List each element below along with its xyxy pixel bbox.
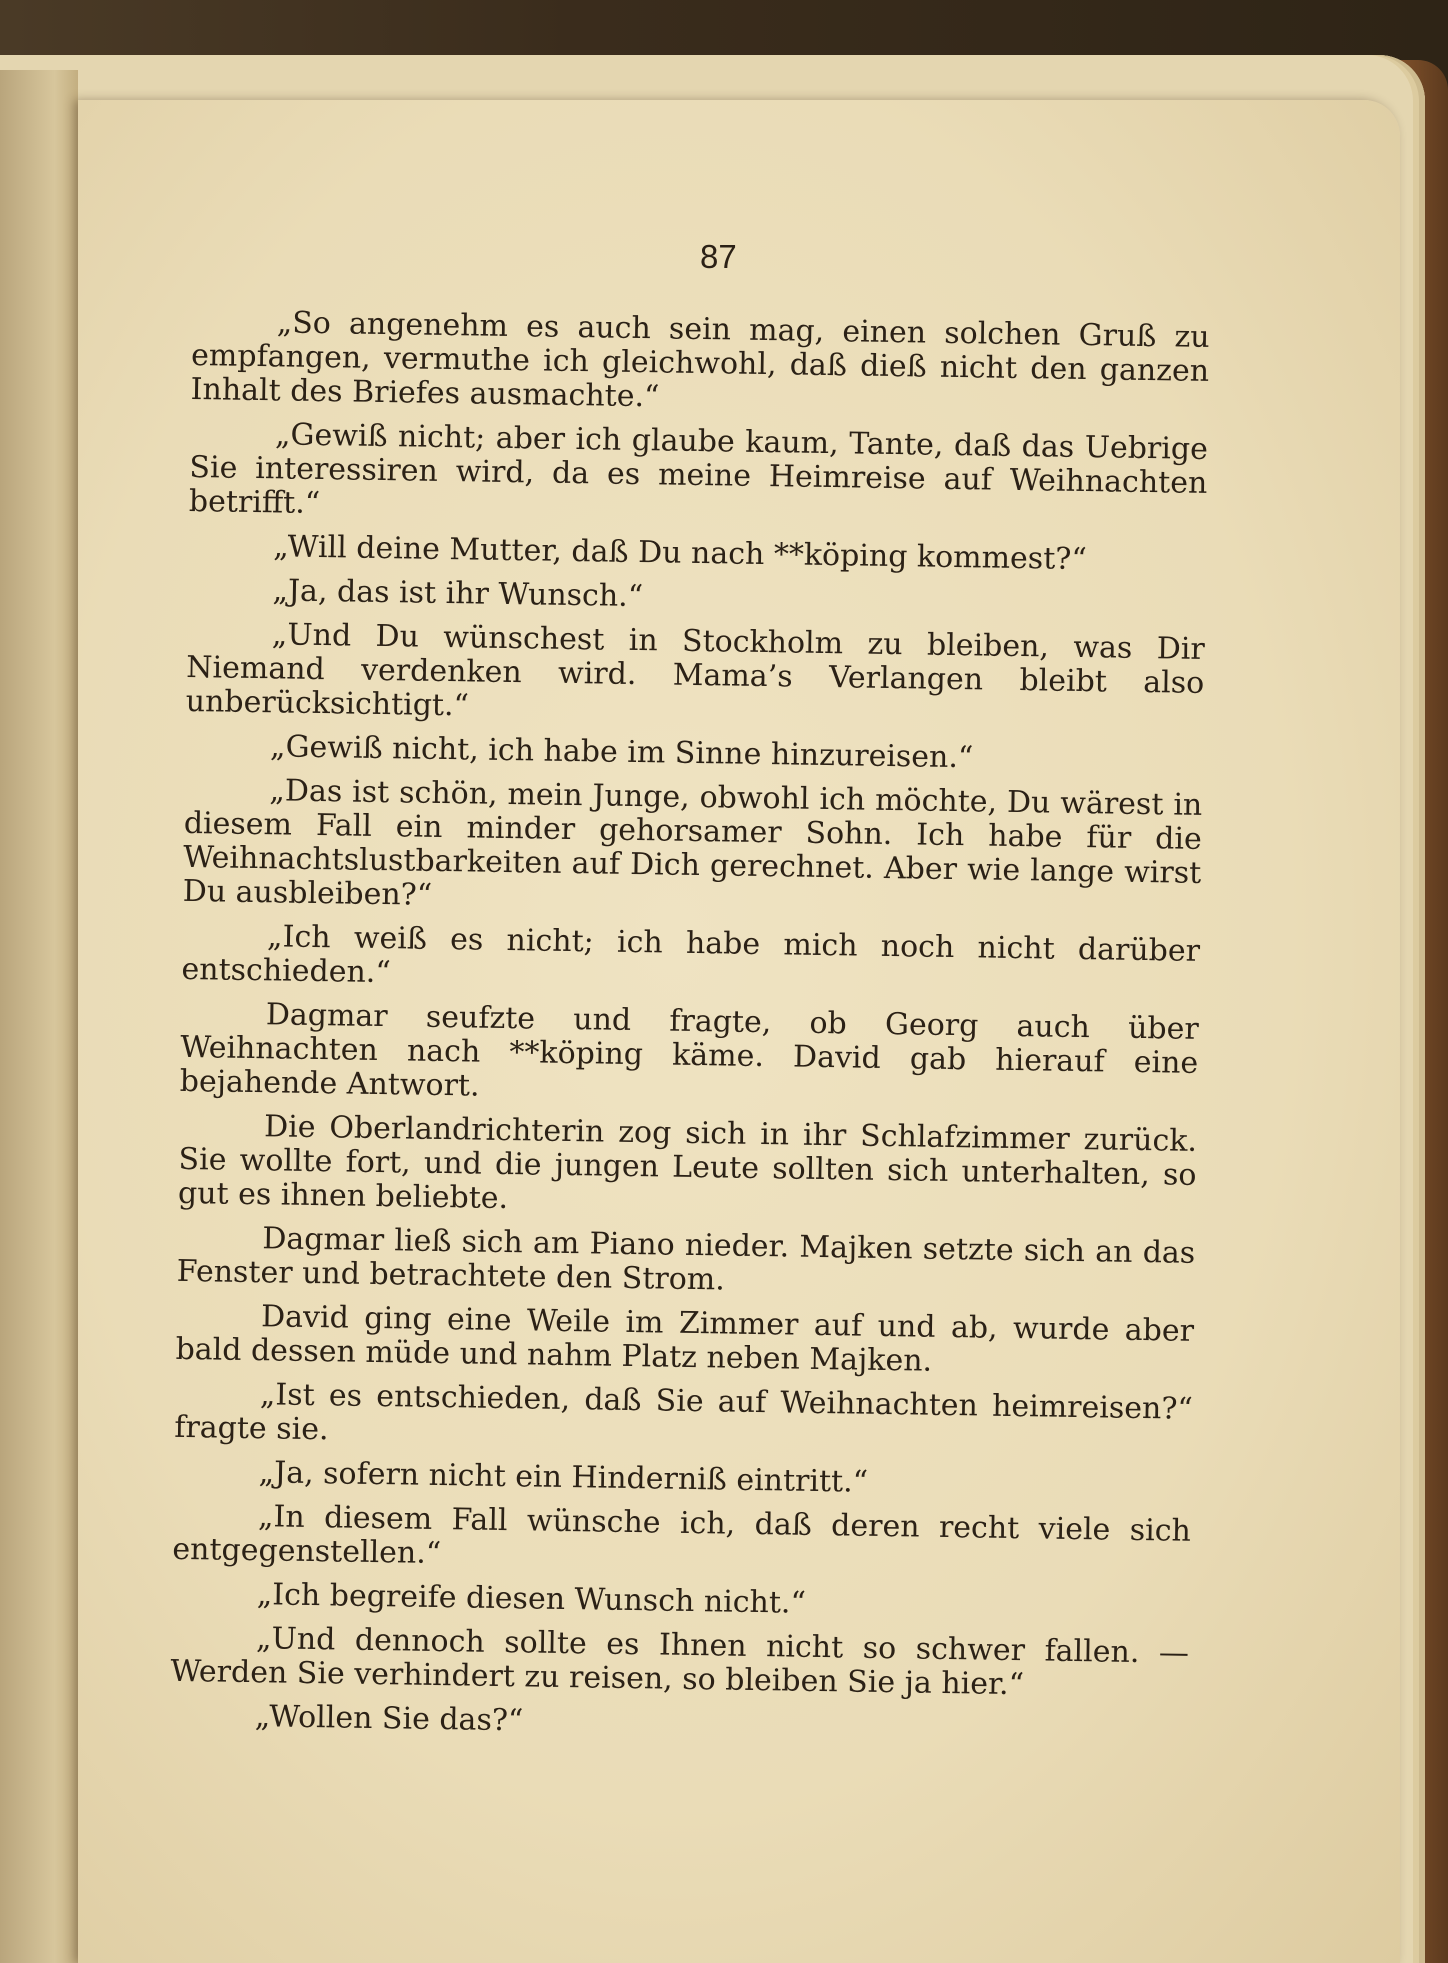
paragraph: „Ich weiß es nicht; ich habe mich noch nicht darüber entschieden.“ bbox=[181, 919, 1201, 991]
paragraph: „So angenehm es auch sein mag, einen solchen Gruß zu empfangen, vermuthe ich gleichwohl, daß dieß nicht den ganzen Inhalt des Briefes ausmachte.“ bbox=[190, 305, 1210, 415]
paragraph: „Und dennoch sollte es Ihnen nicht so schwer fallen. — Werden Sie verhindert zu reisen, so bleiben Sie ja hier.“ bbox=[170, 1621, 1190, 1703]
paragraph: „In diesem Fall wünsche ich, daß deren recht viele sich entgegenstellen.“ bbox=[172, 1499, 1192, 1572]
page-number: 87 bbox=[700, 238, 737, 275]
paragraph: „Wollen Sie das?“ bbox=[254, 1699, 524, 1739]
paragraph: „Will deine Mutter, daß Du nach **köping kommest?“ bbox=[272, 529, 1087, 578]
paragraph: „Ist es entschieden, daß Sie auf Weihnachten heimreisen?“ fragte sie. bbox=[174, 1377, 1194, 1448]
paragraph: „Und Du wünschest in Stockholm zu bleiben, was Dir Niemand verdenken wird. Mama’s Verlangen bleibt also unberücksichtigt.“ bbox=[185, 617, 1205, 724]
paragraph: „Ja, sofern nicht ein Hinderniß eintritt.“ bbox=[258, 1455, 869, 1500]
paragraph: Dagmar ließ sich am Piano nieder. Majken setzte sich an das Fenster und betrachtete den Strom. bbox=[176, 1221, 1196, 1298]
previous-page-edge bbox=[0, 70, 78, 1963]
paragraph: „Ich begreife diesen Wunsch nicht.“ bbox=[256, 1577, 807, 1621]
paragraph: Dagmar seufzte und fragte, ob Georg auch über Weihnachten nach **köping käme. David gab hierauf eine bejahende Antwort. bbox=[179, 997, 1200, 1104]
paragraph: „Das ist schön, mein Junge, obwohl ich möchte, Du wärest in diesem Fall ein minder gehorsamer Sohn. Ich habe für die Weihnachtslustbarkeiten auf Dich gerechnet. Aber wie lange wirst Du ausbleiben?“ bbox=[182, 773, 1203, 913]
paragraph: Die Oberlandrichterin zog sich in ihr Schlafzimmer zurück. Sie wollte fort, und die jungen Leute sollten sich unterhalten, so gut es ihnen beliebte. bbox=[177, 1109, 1198, 1217]
paragraph: „Gewiß nicht; aber ich glaube kaum, Tante, daß das Uebrige Sie interessiren wird, da es meine Heimreise auf Weihnachten betrifft.“ bbox=[188, 417, 1209, 522]
page-text bbox=[170, 305, 1210, 1749]
paragraph: David ging eine Weile im Zimmer auf und ab, wurde aber bald dessen müde und nahm Platz neben Majken. bbox=[175, 1299, 1195, 1379]
paragraph: „Gewiß nicht, ich habe im Sinne hinzureisen.“ bbox=[269, 729, 974, 776]
paragraph: „Ja, das ist ihr Wunsch.“ bbox=[272, 573, 644, 615]
